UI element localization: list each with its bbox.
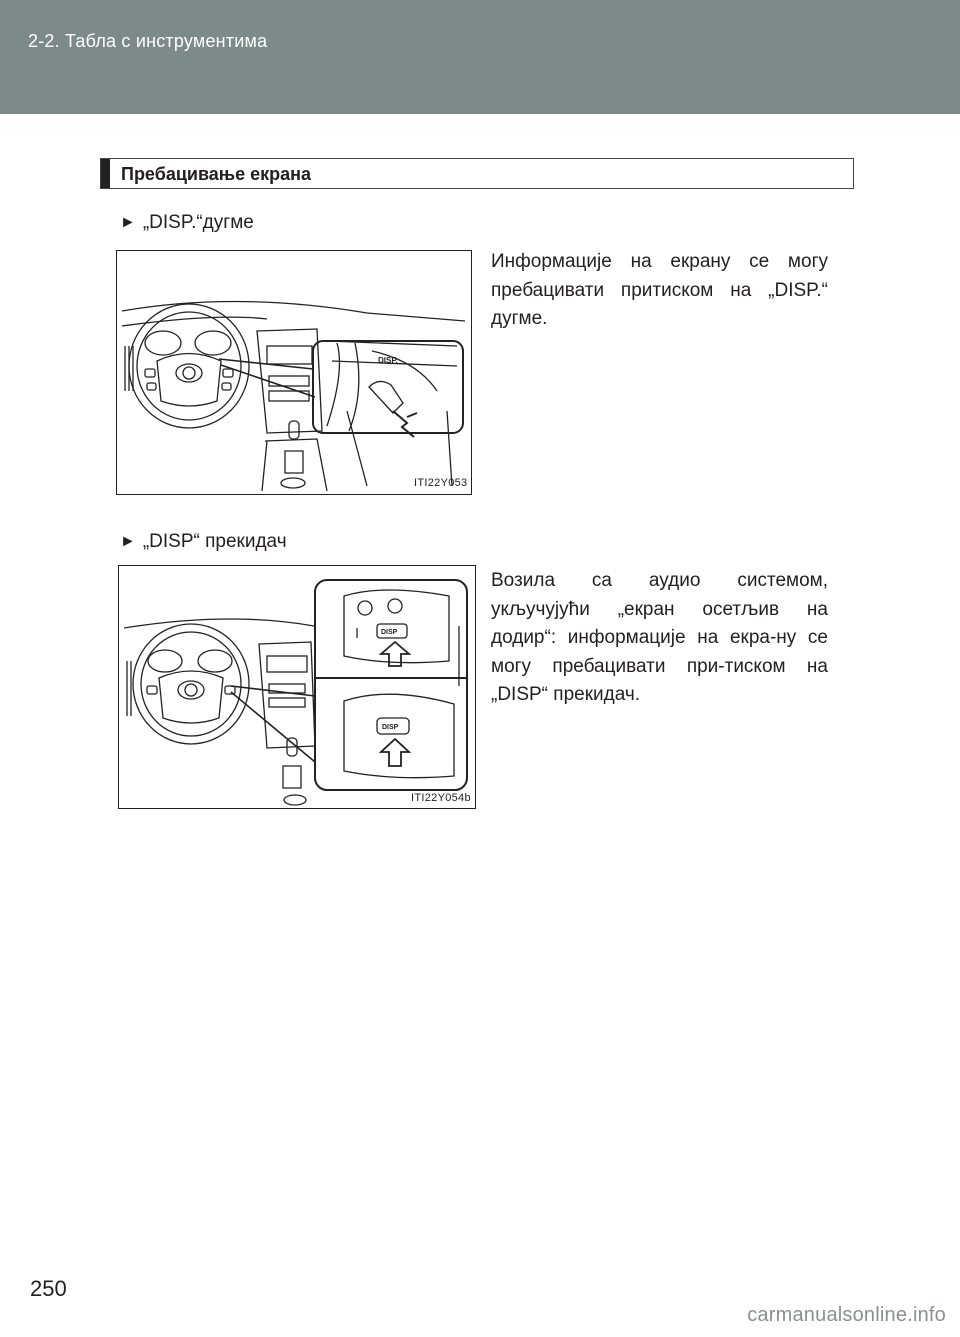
watermark: carmanualsonline.info (747, 1304, 946, 1326)
subheading-disp-switch (120, 531, 287, 553)
figure-code: ITI22Y053 (414, 477, 468, 489)
disp-switch-label-bottom: DISP (382, 724, 399, 731)
figure-disp-switch (118, 565, 476, 809)
header-band (0, 0, 960, 114)
figure-disp-button (116, 250, 472, 495)
page-number: 250 (30, 1276, 67, 1301)
header-title: 2-2. Табла с инструментима (28, 31, 268, 51)
section-title-box (100, 158, 854, 189)
dashboard-illustration (117, 251, 470, 493)
section-title: Пребацивање екрана (121, 164, 312, 184)
subheading-disp-button (120, 212, 254, 234)
triangle-bullet-icon: ► (120, 214, 136, 231)
disp-switch-label-top: DISP (381, 629, 398, 636)
dashboard-illustration (119, 566, 474, 807)
subheading-text: „DISP“ прекидач (142, 531, 287, 552)
paragraph-disp-switch: Возила са аудио системом, укључујући „екран осетљив на додир“: информације на екра-ну се могу пребацивати при-тиском на „DISP“ прекидач. (491, 570, 828, 705)
figure-code: ITI22Y054b (411, 792, 471, 804)
triangle-bullet-icon: ► (120, 533, 136, 550)
section-title-marker (101, 159, 110, 188)
paragraph-disp-button: Информације на екрану се могу пребацивати притиском на „DISP.“ дугме. (491, 251, 828, 329)
disp-label-mark: DISP. (378, 356, 398, 365)
subheading-text: „DISP.“дугме (142, 212, 254, 233)
